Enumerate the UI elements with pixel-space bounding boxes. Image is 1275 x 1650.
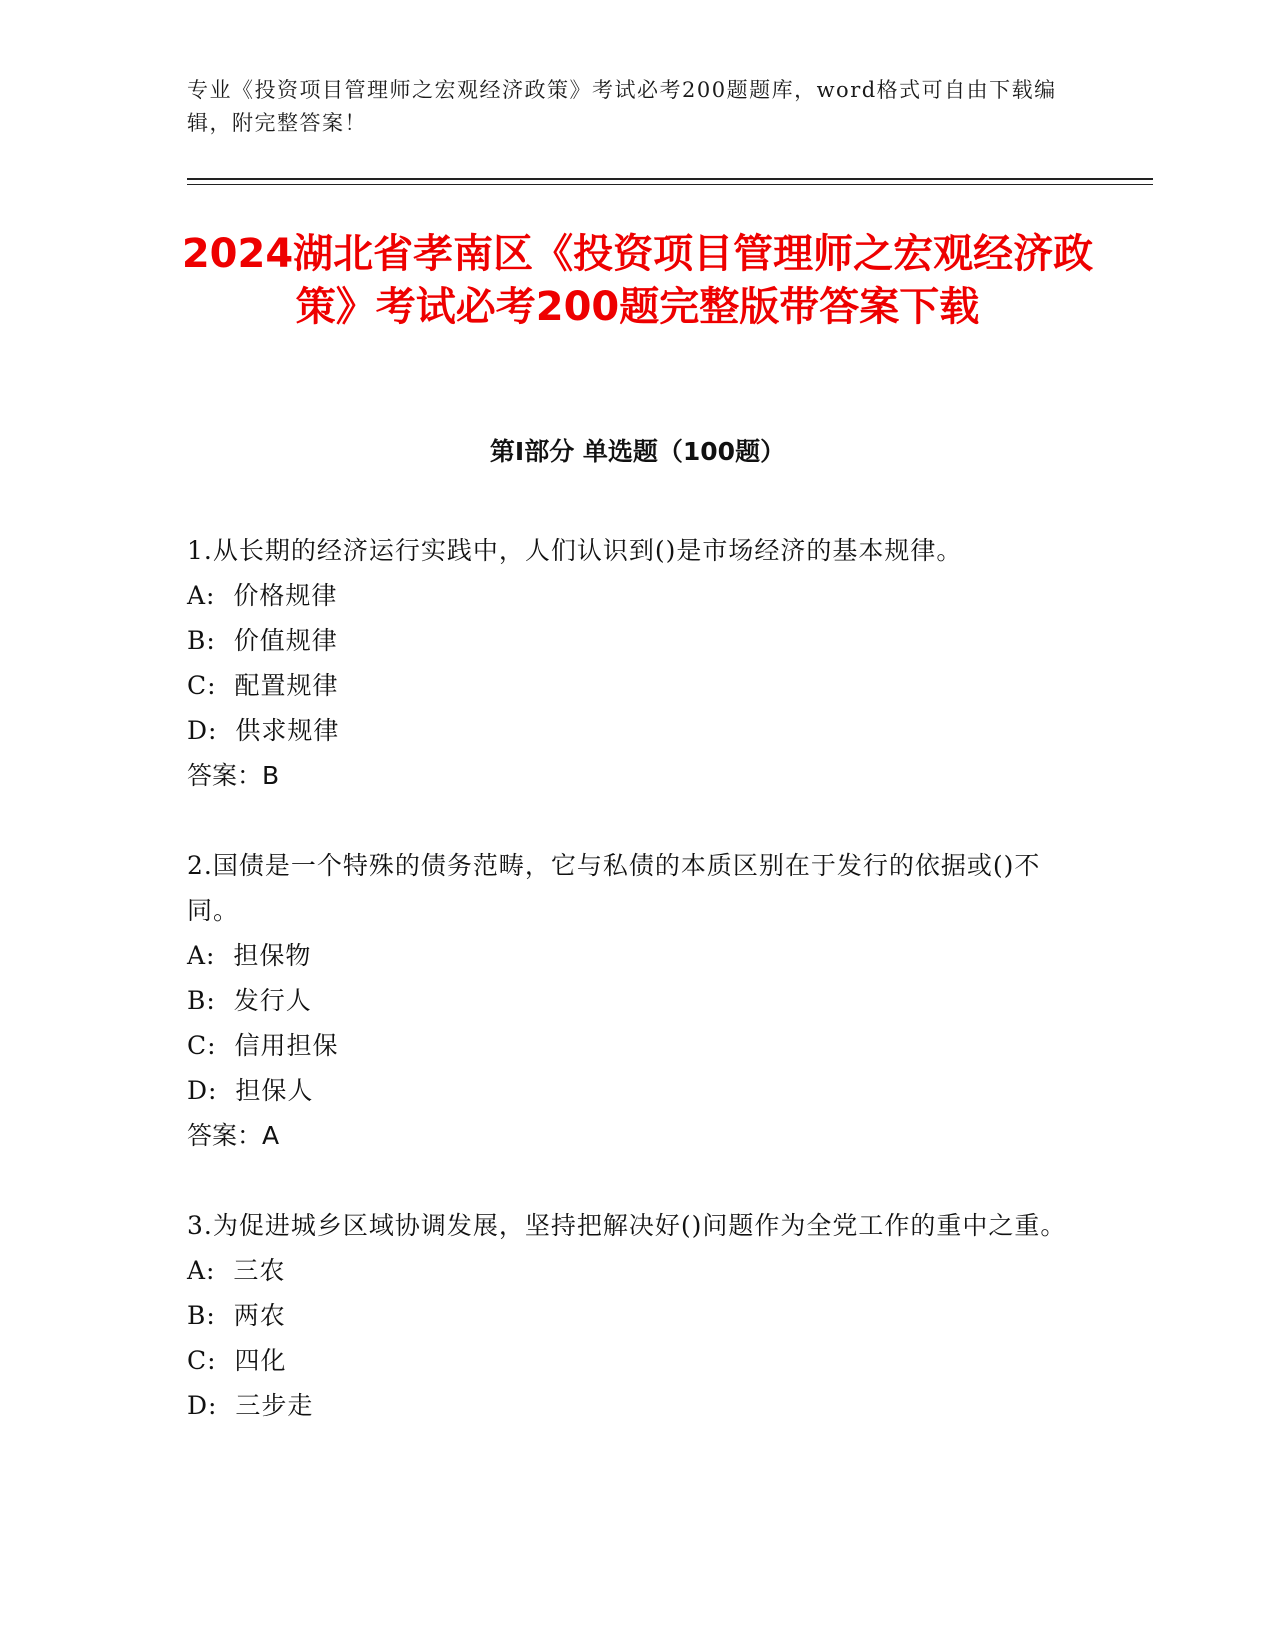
option-b: B: 价值规律 (187, 626, 338, 655)
document-title: 2024湖北省孝南区《投资项目管理师之宏观经济政策》考试必考200题完整版带答案下载 (181, 231, 1094, 330)
question-stem: 2.国债是一个特殊的债务范畴，它与私债的本质区别在于发行的依据或()不同。 (187, 851, 1041, 925)
question-1 (187, 528, 1067, 798)
option-b: B: 发行人 (187, 986, 312, 1015)
option-d: D: 担保人 (187, 1076, 314, 1105)
section-title: 第I部分 单选题（100题） (489, 437, 786, 466)
option-a: A: 价格规律 (187, 581, 338, 610)
option-b: B: 两农 (187, 1301, 286, 1330)
question-3 (187, 1203, 1067, 1428)
question-stem: 3.为促进城乡区域协调发展，坚持把解决好()问题作为全党工作的重中之重。 (187, 1211, 1067, 1240)
option-c: C: 信用担保 (187, 1031, 339, 1060)
header-divider-thick (187, 178, 1153, 180)
answer: 答案：B (187, 761, 280, 790)
header-divider-thin (187, 184, 1153, 185)
option-c: C: 四化 (187, 1346, 287, 1375)
option-a: A: 担保物 (187, 941, 312, 970)
option-c: C: 配置规律 (187, 671, 339, 700)
question-stem: 1.从长期的经济运行实践中，人们认识到()是市场经济的基本规律。 (187, 536, 963, 565)
question-2 (187, 843, 1067, 1158)
option-d: D: 三步走 (187, 1391, 314, 1420)
header-note: 专业《投资项目管理师之宏观经济政策》考试必考200题题库，word格式可自由下载编辑，附完整答案！ (187, 78, 1057, 135)
option-a: A: 三农 (187, 1256, 286, 1285)
answer: 答案：A (187, 1121, 280, 1150)
question-list (187, 528, 1067, 1473)
option-d: D: 供求规律 (187, 716, 340, 745)
